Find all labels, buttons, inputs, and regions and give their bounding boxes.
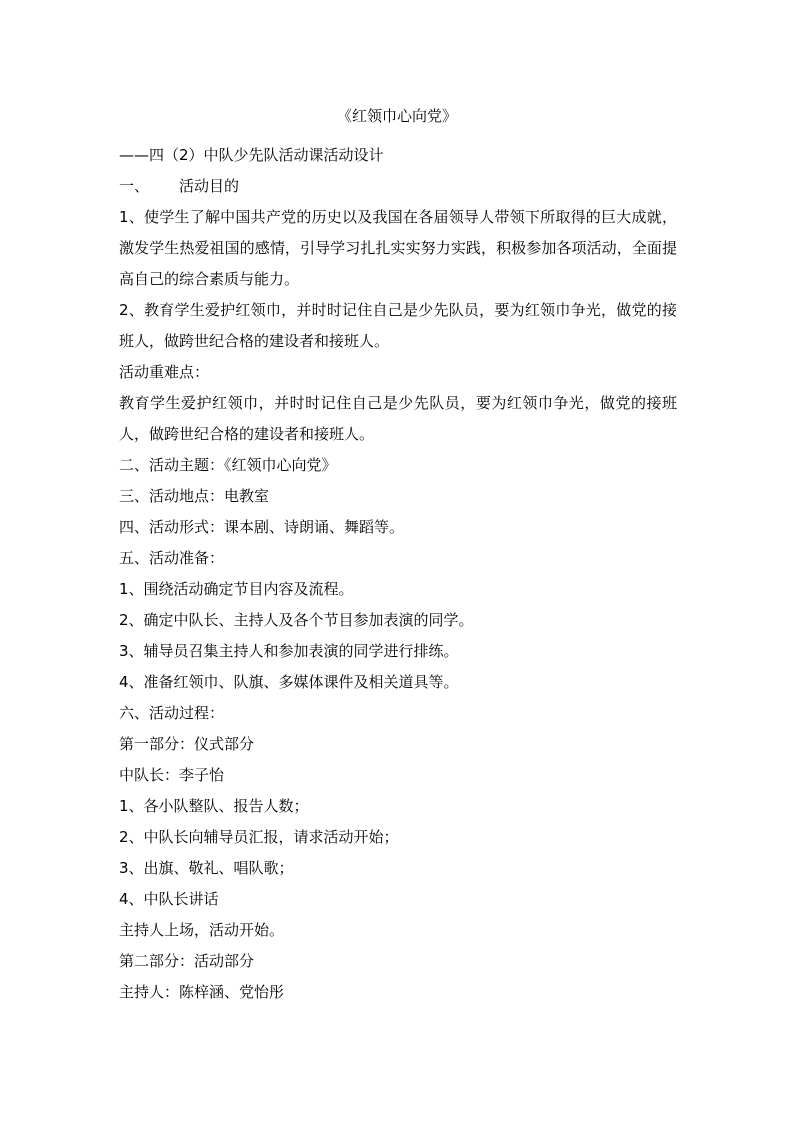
list-item: 4、准备红领巾、队旗、多媒体课件及相关道具等。	[119, 673, 459, 691]
list-item: 1、围绕活动确定节目内容及流程。	[119, 580, 354, 598]
list-item: 2、中队长向辅导员汇报，请求活动开始；	[119, 828, 399, 846]
hosts-line: 主持人：陈梓涵、党怡彤	[119, 983, 285, 1001]
paragraph-key-points: 教育学生爱护红领巾，并时时记住自己是少先队员，要为红领巾争光，做党的接班人，做跨世纪合格的建设者和接班人。	[119, 394, 677, 443]
paragraph-objective-1: 1、使学生了解中国共产党的历史以及我国在各届领导人带领下所取得的巨大成就，激发学生热爱祖国的感情，引导学习扎扎实实努力实践，积极参加各项活动，全面提高自己的综合素质与能力。	[119, 208, 677, 288]
section-heading-text: 活动目的	[179, 177, 240, 195]
document-body	[119, 140, 677, 1008]
section-preparation: 五、活动准备：	[119, 549, 225, 567]
list-item: 3、辅导员召集主持人和参加表演的同学进行排练。	[119, 642, 459, 660]
squad-leader-line: 中队长：李子怡	[119, 766, 225, 784]
part-one-heading: 第一部分：仪式部分	[119, 735, 255, 753]
list-item: 2、确定中队长、主持人及各个节目参加表演的同学。	[119, 611, 474, 629]
section-format: 四、活动形式：课本剧、诗朗诵、舞蹈等。	[119, 518, 405, 536]
list-item: 4、中队长讲话	[119, 890, 219, 908]
paragraph-objective-2: 2、教育学生爱护红领巾，并时时记住自己是少先队员，要为红领巾争光，做党的接班人，做跨世纪合格的建设者和接班人。	[119, 301, 677, 350]
subtitle-line: ——四（2）中队少先队活动课活动设计	[119, 146, 384, 164]
section-number: 一、	[119, 177, 150, 195]
document-title: 《红领巾心向党》	[336, 107, 457, 125]
section-location: 三、活动地点：电教室	[119, 487, 270, 505]
list-item: 1、各小队整队、报告人数；	[119, 797, 309, 815]
key-points-heading: 活动重难点：	[119, 363, 210, 381]
part-two-heading: 第二部分：活动部分	[119, 952, 255, 970]
section-process: 六、活动过程：	[119, 704, 225, 722]
host-entrance-line: 主持人上场，活动开始。	[119, 921, 285, 939]
section-heading-objectives	[119, 171, 677, 202]
section-theme: 二、活动主题：《红领巾心向党》	[119, 456, 337, 474]
list-item: 3、出旗、敬礼、唱队歌；	[119, 859, 294, 877]
